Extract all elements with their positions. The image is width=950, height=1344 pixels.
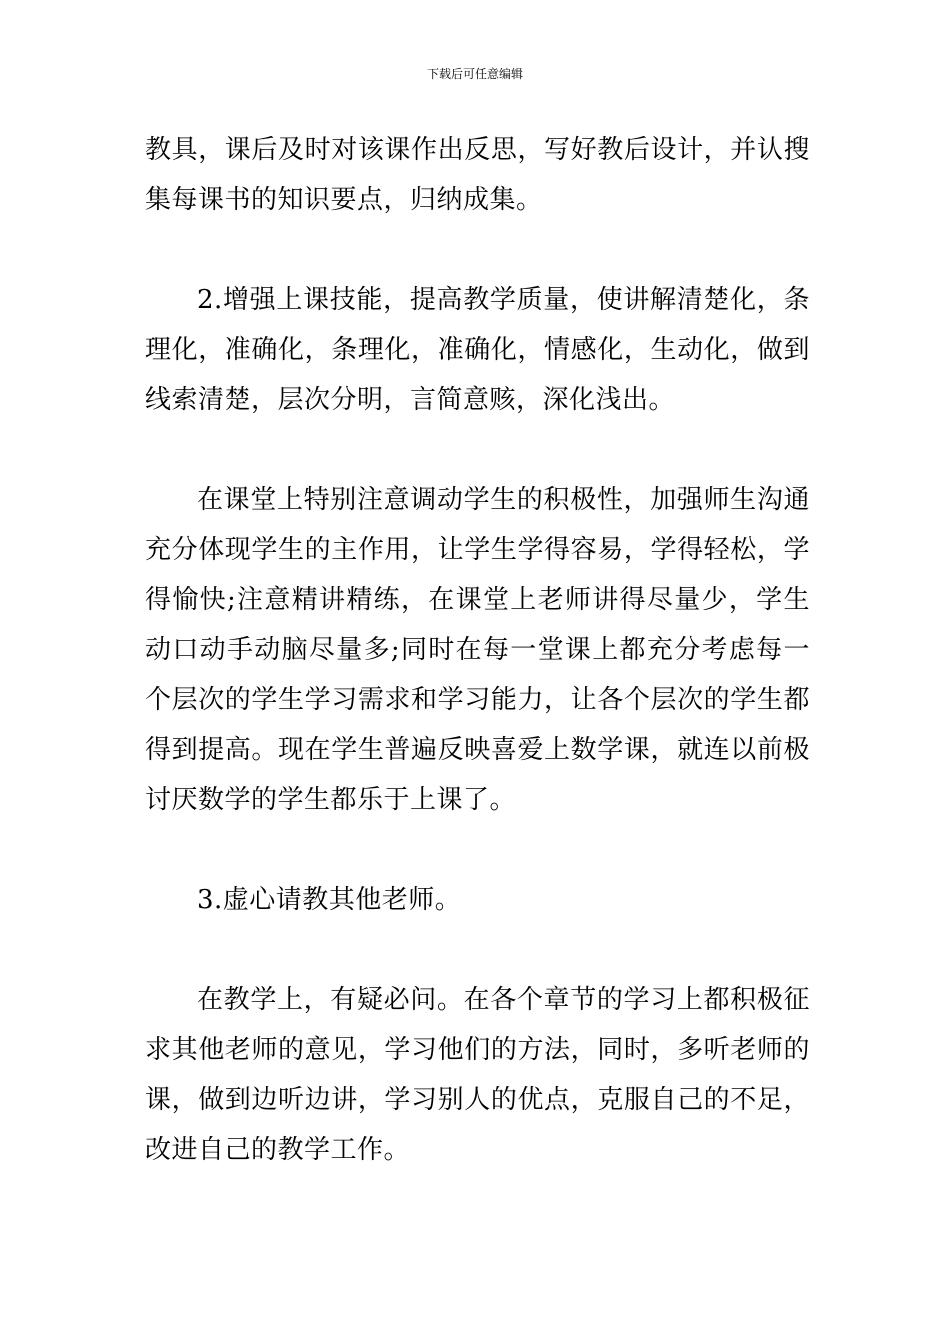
- paragraph-gap: [145, 925, 810, 975]
- paragraph-gap: [145, 425, 810, 475]
- paragraph-gap: [145, 825, 810, 875]
- paragraph-1: 教具，课后及时对该课作出反思，写好教后设计，并认搜集每课书的知识要点，归纳成集。: [145, 135, 810, 215]
- document-body: [145, 125, 810, 1175]
- paragraph-2: 2.增强上课技能，提高教学质量，使讲解清楚化，条理化，准确化，条理化，准确化，情感化，生动化，做到线索清楚，层次分明，言简意赅，深化浅出。: [145, 285, 810, 415]
- page-header: 下载后可任意编辑: [426, 67, 523, 81]
- paragraph-4: 3.虚心请教其他老师。: [197, 885, 462, 915]
- paragraph-gap: [145, 225, 810, 275]
- paragraph-5: 在教学上，有疑必问。在各个章节的学习上都积极征求其他老师的意见，学习他们的方法，同时，多听老师的课，做到边听边讲，学习别人的优点，克服自己的不足，改进自己的教学工作。: [145, 985, 810, 1165]
- paragraph-3: 在课堂上特别注意调动学生的积极性，加强师生沟通充分体现学生的主作用，让学生学得容易，学得轻松，学得愉快;注意精讲精练，在课堂上老师讲得尽量少，学生动口动手动脑尽量多;同时在每一堂课上都充分考虑每一个层次的学生学习需求和学习能力，让各个层次的学生都得到提高。现在学生普遍反映喜爱上数学课，就连以前极讨厌数学的学生都乐于上课了。: [145, 485, 810, 815]
